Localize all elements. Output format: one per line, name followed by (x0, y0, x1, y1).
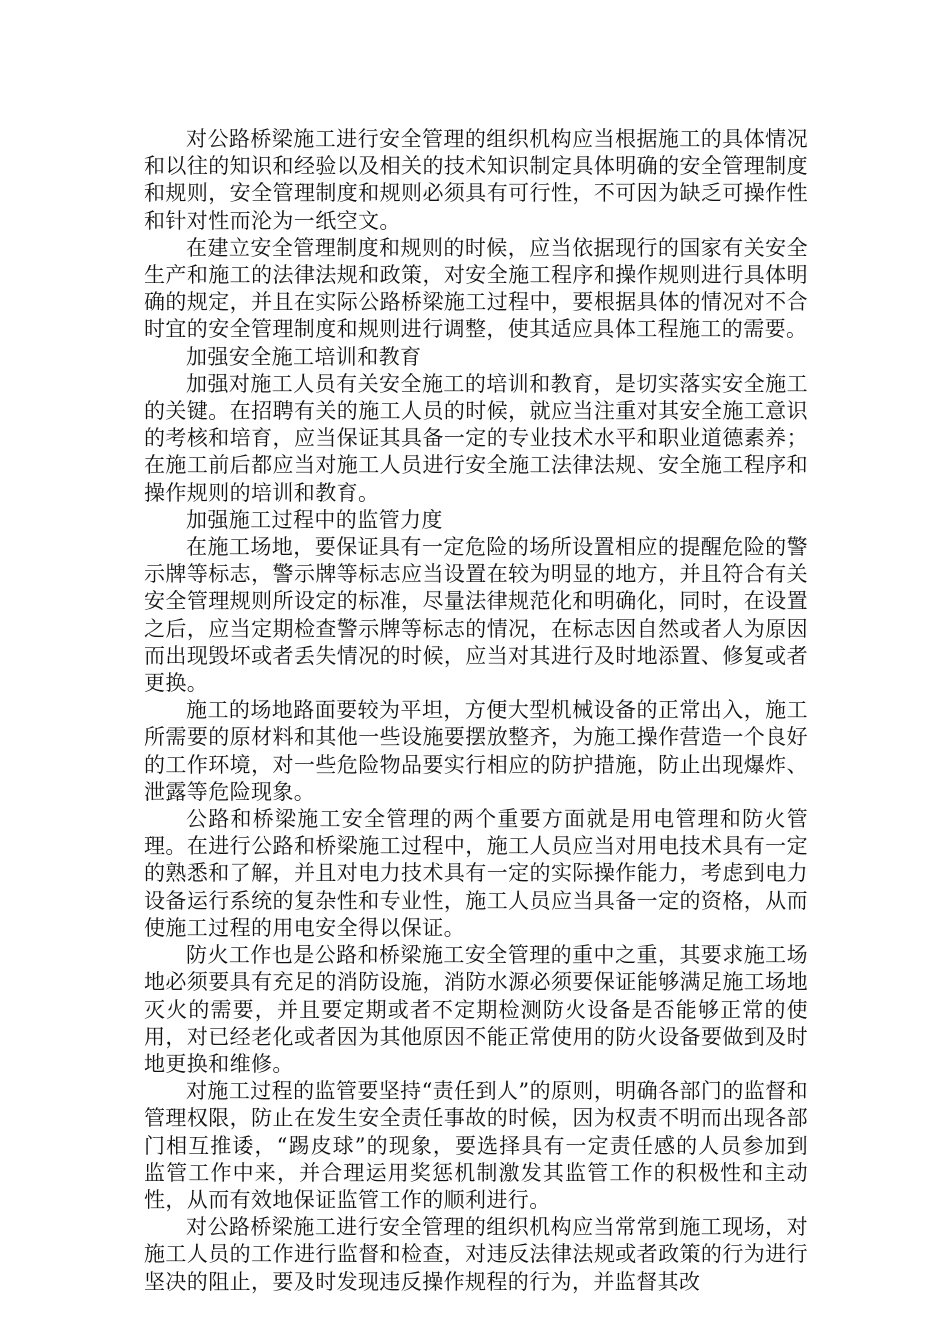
paragraph-site-conditions: 施工的场地路面要较为平坦，方便大型机械设备的正常出入，施工所需要的原材料和其他一些设施要摆放整齐，为施工操作营造一个良好的工作环境，对一些危险物品要实行相应的防护措施，防止出现爆炸、泄露等危险现象。 (144, 698, 808, 804)
paragraph-site-inspection: 对公路桥梁施工进行安全管理的组织机构应当常常到施工现场，对施工人员的工作进行监督和检查，对违反法律法规或者政策的行为进行坚决的阻止，要及时发现违反操作规程的行为，并监督其改 (144, 1215, 808, 1294)
paragraph-training: 加强对施工人员有关安全施工的培训和教育，是切实落实安全施工的关键。在招聘有关的施工人员的时候，就应当注重对其安全施工意识的考核和培育，应当保证其具备一定的专业技术水平和职业道德素养；在施工前后都应当对施工人员进行安全施工法律法规、安全施工程序和操作规则的培训和教育。 (144, 371, 808, 505)
section-heading-supervision: 加强施工过程中的监管力度 (186, 507, 443, 532)
paragraph-rules-basis: 在建立安全管理制度和规则的时候，应当依据现行的国家有关安全生产和施工的法律法规和政策，对安全施工程序和操作规则进行具体明确的规定，并且在实际公路桥梁施工过程中，要根据具体的情况对不合时宜的安全管理制度和规则进行调整，使其适应具体工程施工的需要。 (144, 235, 808, 342)
paragraph-fire-prevention: 防火工作也是公路和桥梁施工安全管理的重中之重，其要求施工场地必须要具有充足的消防设施，消防水源必须要保证能够满足施工场地灭火的需要，并且要定期或者不定期检测防火设备是否能够正常的使用，对已经老化或者因为其他原因不能正常使用的防火设备要做到及时地更换和维修。 (144, 943, 808, 1076)
document-body (144, 126, 808, 1296)
paragraph-electricity: 公路和桥梁施工安全管理的两个重要方面就是用电管理和防火管理。在进行公路和桥梁施工过程中，施工人员应当对用电技术具有一定的熟悉和了解，并且对电力技术具有一定的实际操作能力，考虑到电力设备运行系统的复杂性和专业性，施工人员应当具备一定的资格，从而使施工过程的用电安全得以保证。 (144, 807, 808, 940)
section-heading-training: 加强安全施工培训和教育 (186, 344, 422, 369)
paragraph-safety-rules: 对公路桥梁施工进行安全管理的组织机构应当根据施工的具体情况和以往的知识和经验以及相关的技术知识制定具体明确的安全管理制度和规则，安全管理制度和规则必须具有可行性，不可因为缺乏可操作性和针对性而沦为一纸空文。 (144, 127, 808, 233)
paragraph-responsibility: 对施工过程的监管要坚持“责任到人”的原则，明确各部门的监督和管理权限，防止在发生安全责任事故的时候，因为权责不明而出现各部门相互推诿，“踢皮球”的现象，要选择具有一定责任感的人员参加到监管工作中来，并合理运用奖惩机制激发其监管工作的积极性和主动性，从而有效地保证监管工作的顺利进行。 (144, 1079, 808, 1212)
paragraph-warning-signs: 在施工场地，要保证具有一定危险的场所设置相应的提醒危险的警示牌等标志，警示牌等标志应当设置在较为明显的地方，并且符合有关安全管理规则所设定的标准，尽量法律规范化和明确化，同时，在设置之后，应当定期检查警示牌等标志的情况，在标志因自然或者人为原因而出现毁坏或者丢失情况的时候，应当对其进行及时地添置、修复或者更换。 (144, 535, 808, 696)
